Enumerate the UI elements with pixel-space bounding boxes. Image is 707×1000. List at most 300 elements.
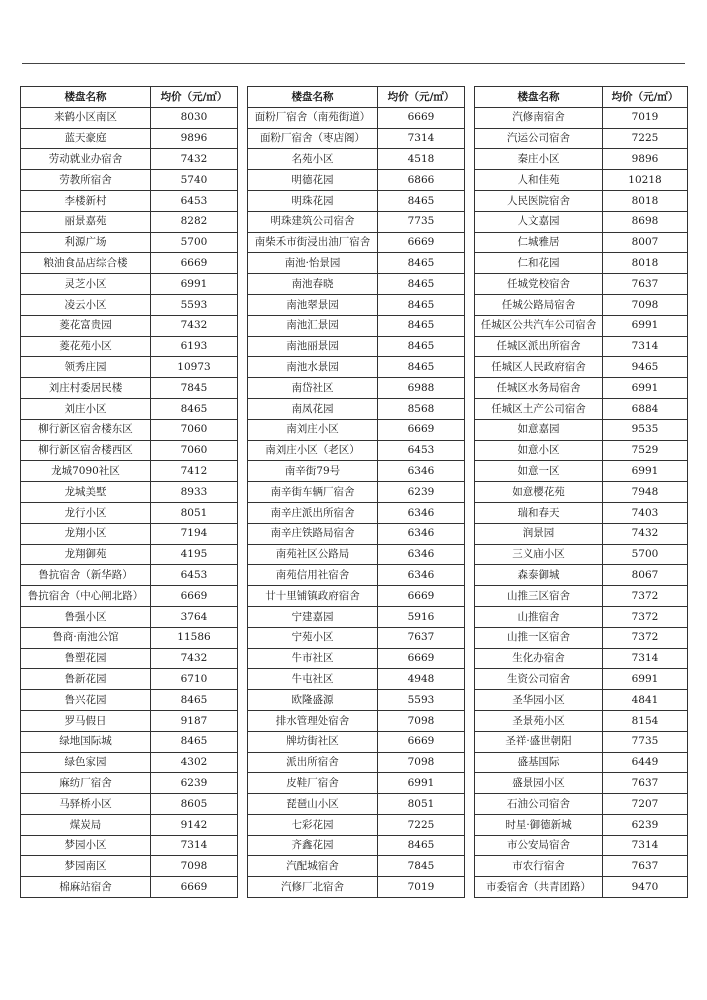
property-name-cell: 汽运公司宿舍 <box>475 128 603 149</box>
property-name-cell: 任城公路局宿舍 <box>475 294 603 315</box>
table-row <box>21 835 238 856</box>
avg-price-cell: 7845 <box>378 856 465 877</box>
avg-price-cell: 6988 <box>378 378 465 399</box>
avg-price-cell: 5593 <box>378 690 465 711</box>
avg-price-cell: 7225 <box>603 128 688 149</box>
avg-price-cell: 7845 <box>151 378 238 399</box>
table-row <box>475 482 688 503</box>
avg-price-cell: 11586 <box>151 627 238 648</box>
property-name-cell: 梦园小区 <box>21 835 151 856</box>
avg-price-cell: 7372 <box>603 586 688 607</box>
table-row <box>248 752 465 773</box>
table-row <box>21 336 238 357</box>
property-name-cell: 南苑社区公路局 <box>248 544 378 565</box>
table-row <box>248 710 465 731</box>
property-name-cell: 牌坊街社区 <box>248 731 378 752</box>
avg-price-cell: 6346 <box>378 461 465 482</box>
avg-price-cell: 7432 <box>151 648 238 669</box>
header-price: 均价（元/㎡） <box>378 87 465 108</box>
avg-price-cell: 7060 <box>151 419 238 440</box>
table-row <box>475 232 688 253</box>
avg-price-cell: 8018 <box>603 190 688 211</box>
table-row <box>21 856 238 877</box>
table-row <box>475 586 688 607</box>
table-row <box>248 253 465 274</box>
table-row <box>248 211 465 232</box>
property-name-cell: 人文嘉园 <box>475 211 603 232</box>
property-name-cell: 鲁兴花园 <box>21 690 151 711</box>
table-row <box>248 461 465 482</box>
property-name-cell: 石油公司宿舍 <box>475 794 603 815</box>
property-name-cell: 鲁抗宿舍（中心闸北路） <box>21 586 151 607</box>
property-name-cell: 生化办宿舍 <box>475 648 603 669</box>
avg-price-cell: 5740 <box>151 170 238 191</box>
property-name-cell: 明德花园 <box>248 170 378 191</box>
property-name-cell: 龙翔御苑 <box>21 544 151 565</box>
property-name-cell: 绿地国际城 <box>21 731 151 752</box>
table-row <box>248 669 465 690</box>
table-row <box>475 107 688 128</box>
avg-price-cell: 8698 <box>603 211 688 232</box>
table-row <box>21 211 238 232</box>
table-row <box>475 523 688 544</box>
table-row <box>21 794 238 815</box>
property-name-cell: 任城区水务局宿舍 <box>475 378 603 399</box>
table-row <box>475 336 688 357</box>
property-name-cell: 三义庙小区 <box>475 544 603 565</box>
property-name-cell: 市公安局宿舍 <box>475 835 603 856</box>
avg-price-cell: 6991 <box>603 378 688 399</box>
property-name-cell: 牛屯社区 <box>248 669 378 690</box>
table-row <box>475 669 688 690</box>
table-row <box>475 419 688 440</box>
header-price: 均价（元/㎡） <box>151 87 238 108</box>
avg-price-cell: 8282 <box>151 211 238 232</box>
property-name-cell: 李楼新村 <box>21 190 151 211</box>
table-row <box>475 128 688 149</box>
table-row <box>21 398 238 419</box>
property-name-cell: 任城区人民政府宿舍 <box>475 357 603 378</box>
table-row <box>248 606 465 627</box>
price-table-1 <box>20 86 238 898</box>
property-name-cell: 廿十里铺镇政府宿舍 <box>248 586 378 607</box>
table-row <box>248 398 465 419</box>
property-name-cell: 人和佳苑 <box>475 170 603 191</box>
table-row <box>21 149 238 170</box>
table-row <box>21 606 238 627</box>
property-name-cell: 南池·怡景园 <box>248 253 378 274</box>
property-name-cell: 南池水景园 <box>248 357 378 378</box>
property-name-cell: 明珠花园 <box>248 190 378 211</box>
avg-price-cell: 7372 <box>603 627 688 648</box>
table-row <box>21 648 238 669</box>
table-row <box>21 877 238 898</box>
price-table-3 <box>474 86 688 898</box>
table-row <box>475 710 688 731</box>
property-name-cell: 龙城7090社区 <box>21 461 151 482</box>
avg-price-cell: 7207 <box>603 794 688 815</box>
property-name-cell: 刘庄村委居民楼 <box>21 378 151 399</box>
header-name: 楼盘名称 <box>475 87 603 108</box>
property-name-cell: 仁和花园 <box>475 253 603 274</box>
avg-price-cell: 6991 <box>151 274 238 295</box>
avg-price-cell: 8154 <box>603 710 688 731</box>
avg-price-cell: 6239 <box>378 482 465 503</box>
table-row <box>248 856 465 877</box>
avg-price-cell: 5700 <box>603 544 688 565</box>
avg-price-cell: 7314 <box>603 648 688 669</box>
table-row <box>475 690 688 711</box>
avg-price-cell: 8465 <box>378 190 465 211</box>
avg-price-cell: 6669 <box>151 586 238 607</box>
avg-price-cell: 4948 <box>378 669 465 690</box>
property-name-cell: 南辛街车辆厂宿舍 <box>248 482 378 503</box>
property-name-cell: 人民医院宿舍 <box>475 190 603 211</box>
property-name-cell: 任城区公共汽车公司宿舍 <box>475 315 603 336</box>
property-name-cell: 秦庄小区 <box>475 149 603 170</box>
table-row <box>248 814 465 835</box>
avg-price-cell: 9896 <box>151 128 238 149</box>
avg-price-cell: 8007 <box>603 232 688 253</box>
avg-price-cell: 10973 <box>151 357 238 378</box>
table-row <box>248 565 465 586</box>
property-name-cell: 南柴禾市街浸出油厂宿舍 <box>248 232 378 253</box>
property-name-cell: 劳教所宿舍 <box>21 170 151 191</box>
table-row <box>248 877 465 898</box>
property-name-cell: 龙行小区 <box>21 502 151 523</box>
table-row <box>21 502 238 523</box>
avg-price-cell: 6884 <box>603 398 688 419</box>
table-row <box>21 565 238 586</box>
property-name-cell: 刘庄小区 <box>21 398 151 419</box>
avg-price-cell: 8465 <box>378 274 465 295</box>
avg-price-cell: 8067 <box>603 565 688 586</box>
table-row <box>248 731 465 752</box>
property-name-cell: 瑞和春天 <box>475 502 603 523</box>
avg-price-cell: 6239 <box>151 773 238 794</box>
avg-price-cell: 6669 <box>378 586 465 607</box>
property-name-cell: 南刘庄小区（老区） <box>248 440 378 461</box>
avg-price-cell: 5916 <box>378 606 465 627</box>
avg-price-cell: 6346 <box>378 523 465 544</box>
table-row <box>248 128 465 149</box>
property-name-cell: 宁建嘉园 <box>248 606 378 627</box>
property-name-cell: 市委宿舍（共青团路） <box>475 877 603 898</box>
property-name-cell: 山推一区宿舍 <box>475 627 603 648</box>
avg-price-cell: 5593 <box>151 294 238 315</box>
avg-price-cell: 7637 <box>603 773 688 794</box>
property-name-cell: 如意嘉园 <box>475 419 603 440</box>
property-name-cell: 灵芝小区 <box>21 274 151 295</box>
property-name-cell: 南苑信用社宿舍 <box>248 565 378 586</box>
avg-price-cell: 8030 <box>151 107 238 128</box>
table-header-row <box>21 87 238 108</box>
avg-price-cell: 8051 <box>151 502 238 523</box>
table-row <box>475 398 688 419</box>
property-name-cell: 粮油食品店综合楼 <box>21 253 151 274</box>
property-name-cell: 琵琶山小区 <box>248 794 378 815</box>
property-name-cell: 时星·御德新城 <box>475 814 603 835</box>
table-row <box>475 190 688 211</box>
property-name-cell: 领秀庄园 <box>21 357 151 378</box>
property-name-cell: 蓝天豪庭 <box>21 128 151 149</box>
avg-price-cell: 8568 <box>378 398 465 419</box>
property-name-cell: 南池汇景园 <box>248 315 378 336</box>
property-name-cell: 如意樱花苑 <box>475 482 603 503</box>
avg-price-cell: 7314 <box>603 835 688 856</box>
property-name-cell: 皮鞋厂宿舍 <box>248 773 378 794</box>
avg-price-cell: 7314 <box>378 128 465 149</box>
property-name-cell: 任城区土产公司宿舍 <box>475 398 603 419</box>
table-row <box>248 627 465 648</box>
property-name-cell: 润景园 <box>475 523 603 544</box>
property-name-cell: 南池春晓 <box>248 274 378 295</box>
table-row <box>475 565 688 586</box>
avg-price-cell: 7432 <box>151 149 238 170</box>
property-name-cell: 宁苑小区 <box>248 627 378 648</box>
property-name-cell: 七彩花园 <box>248 814 378 835</box>
table-row <box>248 482 465 503</box>
property-name-cell: 派出所宿舍 <box>248 752 378 773</box>
property-name-cell: 齐鑫花园 <box>248 835 378 856</box>
avg-price-cell: 7060 <box>151 440 238 461</box>
table-row <box>475 315 688 336</box>
table-row <box>475 502 688 523</box>
table-row <box>21 669 238 690</box>
header-price: 均价（元/㎡） <box>603 87 688 108</box>
avg-price-cell: 6669 <box>378 107 465 128</box>
property-name-cell: 柳行新区宿舍楼西区 <box>21 440 151 461</box>
property-name-cell: 南凤花园 <box>248 398 378 419</box>
avg-price-cell: 8465 <box>378 253 465 274</box>
avg-price-cell: 6346 <box>378 565 465 586</box>
property-name-cell: 南辛庄派出所宿舍 <box>248 502 378 523</box>
table-row <box>475 378 688 399</box>
table-row <box>248 190 465 211</box>
avg-price-cell: 6669 <box>151 877 238 898</box>
avg-price-cell: 8051 <box>378 794 465 815</box>
table-row <box>21 710 238 731</box>
avg-price-cell: 6453 <box>378 440 465 461</box>
avg-price-cell: 4518 <box>378 149 465 170</box>
avg-price-cell: 7019 <box>378 877 465 898</box>
property-name-cell: 南辛街79号 <box>248 461 378 482</box>
table-row <box>21 627 238 648</box>
property-name-cell: 鲁抗宿舍（新华路） <box>21 565 151 586</box>
price-table-2 <box>247 86 465 898</box>
table-row <box>21 170 238 191</box>
avg-price-cell: 6239 <box>603 814 688 835</box>
table-row <box>248 523 465 544</box>
table-row <box>21 357 238 378</box>
property-name-cell: 马驿桥小区 <box>21 794 151 815</box>
property-name-cell: 鲁强小区 <box>21 606 151 627</box>
property-name-cell: 南岱社区 <box>248 378 378 399</box>
property-name-cell: 鲁塑花园 <box>21 648 151 669</box>
property-name-cell: 面粉厂宿舍（枣店阁） <box>248 128 378 149</box>
property-name-cell: 如意小区 <box>475 440 603 461</box>
avg-price-cell: 7637 <box>378 627 465 648</box>
avg-price-cell: 8465 <box>378 315 465 336</box>
table-row <box>248 690 465 711</box>
table-row <box>21 274 238 295</box>
property-name-cell: 盛景园小区 <box>475 773 603 794</box>
table-row <box>248 586 465 607</box>
avg-price-cell: 6866 <box>378 170 465 191</box>
table-row <box>21 419 238 440</box>
table-row <box>21 544 238 565</box>
avg-price-cell: 7948 <box>603 482 688 503</box>
table-row <box>248 232 465 253</box>
avg-price-cell: 6453 <box>151 190 238 211</box>
avg-price-cell: 6449 <box>603 752 688 773</box>
table-row <box>248 648 465 669</box>
table-row <box>475 794 688 815</box>
avg-price-cell: 8465 <box>151 690 238 711</box>
avg-price-cell: 6453 <box>151 565 238 586</box>
avg-price-cell: 8465 <box>151 731 238 752</box>
avg-price-cell: 7372 <box>603 606 688 627</box>
avg-price-cell: 7194 <box>151 523 238 544</box>
avg-price-cell: 8465 <box>378 835 465 856</box>
table-row <box>21 586 238 607</box>
avg-price-cell: 8465 <box>378 336 465 357</box>
table-row <box>21 523 238 544</box>
property-name-cell: 利源广场 <box>21 232 151 253</box>
table-row <box>475 440 688 461</box>
property-name-cell: 排水管理处宿舍 <box>248 710 378 731</box>
table-row <box>21 253 238 274</box>
property-name-cell: 鲁商·南池公馆 <box>21 627 151 648</box>
table-row <box>21 440 238 461</box>
table-row <box>21 461 238 482</box>
avg-price-cell: 7735 <box>603 731 688 752</box>
table-row <box>21 190 238 211</box>
table-header-row <box>475 87 688 108</box>
table-row <box>21 128 238 149</box>
avg-price-cell: 6669 <box>378 419 465 440</box>
avg-price-cell: 8605 <box>151 794 238 815</box>
table-row <box>475 731 688 752</box>
avg-price-cell: 10218 <box>603 170 688 191</box>
avg-price-cell: 4841 <box>603 690 688 711</box>
avg-price-cell: 6991 <box>603 669 688 690</box>
table-row <box>248 149 465 170</box>
table-row <box>248 294 465 315</box>
table-row <box>248 835 465 856</box>
property-name-cell: 柳行新区宿舍楼东区 <box>21 419 151 440</box>
property-name-cell: 南池丽景园 <box>248 336 378 357</box>
avg-price-cell: 4302 <box>151 752 238 773</box>
table-row <box>21 731 238 752</box>
property-name-cell: 任城党校宿舍 <box>475 274 603 295</box>
property-name-cell: 丽景嘉苑 <box>21 211 151 232</box>
property-name-cell: 名苑小区 <box>248 149 378 170</box>
property-name-cell: 仁城雅居 <box>475 232 603 253</box>
header-name: 楼盘名称 <box>248 87 378 108</box>
table-row <box>475 170 688 191</box>
table-row <box>475 606 688 627</box>
avg-price-cell: 4195 <box>151 544 238 565</box>
property-name-cell: 梦园南区 <box>21 856 151 877</box>
avg-price-cell: 6346 <box>378 502 465 523</box>
property-name-cell: 南刘庄小区 <box>248 419 378 440</box>
property-name-cell: 龙城美墅 <box>21 482 151 503</box>
avg-price-cell: 7637 <box>603 274 688 295</box>
avg-price-cell: 7735 <box>378 211 465 232</box>
property-name-cell: 绿色家园 <box>21 752 151 773</box>
avg-price-cell: 9187 <box>151 710 238 731</box>
avg-price-cell: 9535 <box>603 419 688 440</box>
property-name-cell: 圣景苑小区 <box>475 710 603 731</box>
property-name-cell: 菱花苑小区 <box>21 336 151 357</box>
avg-price-cell: 9465 <box>603 357 688 378</box>
table-row <box>475 544 688 565</box>
property-name-cell: 南池翠景园 <box>248 294 378 315</box>
table-header-row <box>248 87 465 108</box>
table-row <box>21 482 238 503</box>
avg-price-cell: 7432 <box>151 315 238 336</box>
table-row <box>21 752 238 773</box>
property-name-cell: 汽修南宿舍 <box>475 107 603 128</box>
table-row <box>475 752 688 773</box>
avg-price-cell: 9142 <box>151 814 238 835</box>
property-name-cell: 龙翔小区 <box>21 523 151 544</box>
table-row <box>475 835 688 856</box>
avg-price-cell: 7225 <box>378 814 465 835</box>
avg-price-cell: 6991 <box>603 461 688 482</box>
table-row <box>475 877 688 898</box>
avg-price-cell: 6669 <box>378 648 465 669</box>
avg-price-cell: 7098 <box>378 752 465 773</box>
table-row <box>248 357 465 378</box>
property-name-cell: 菱花富贵园 <box>21 315 151 336</box>
table-row <box>248 419 465 440</box>
property-name-cell: 麻纺厂宿舍 <box>21 773 151 794</box>
avg-price-cell: 6669 <box>378 232 465 253</box>
avg-price-cell: 9896 <box>603 149 688 170</box>
avg-price-cell: 8465 <box>151 398 238 419</box>
avg-price-cell: 6193 <box>151 336 238 357</box>
table-row <box>248 107 465 128</box>
property-name-cell: 如意一区 <box>475 461 603 482</box>
avg-price-cell: 7314 <box>151 835 238 856</box>
table-row <box>248 274 465 295</box>
table-row <box>475 461 688 482</box>
property-name-cell: 牛市社区 <box>248 648 378 669</box>
table-row <box>248 440 465 461</box>
table-row <box>248 378 465 399</box>
table-row <box>475 294 688 315</box>
table-row <box>248 544 465 565</box>
table-row <box>21 232 238 253</box>
property-name-cell: 圣华园小区 <box>475 690 603 711</box>
property-name-cell: 市农行宿舍 <box>475 856 603 877</box>
table-row <box>248 794 465 815</box>
table-row <box>475 274 688 295</box>
avg-price-cell: 9470 <box>603 877 688 898</box>
property-name-cell: 汽配城宿舍 <box>248 856 378 877</box>
table-row <box>21 773 238 794</box>
property-name-cell: 山推宿舍 <box>475 606 603 627</box>
avg-price-cell: 5700 <box>151 232 238 253</box>
table-row <box>475 357 688 378</box>
avg-price-cell: 7432 <box>603 523 688 544</box>
avg-price-cell: 8465 <box>378 294 465 315</box>
property-name-cell: 煤炭局 <box>21 814 151 835</box>
avg-price-cell: 7637 <box>603 856 688 877</box>
table-row <box>248 315 465 336</box>
